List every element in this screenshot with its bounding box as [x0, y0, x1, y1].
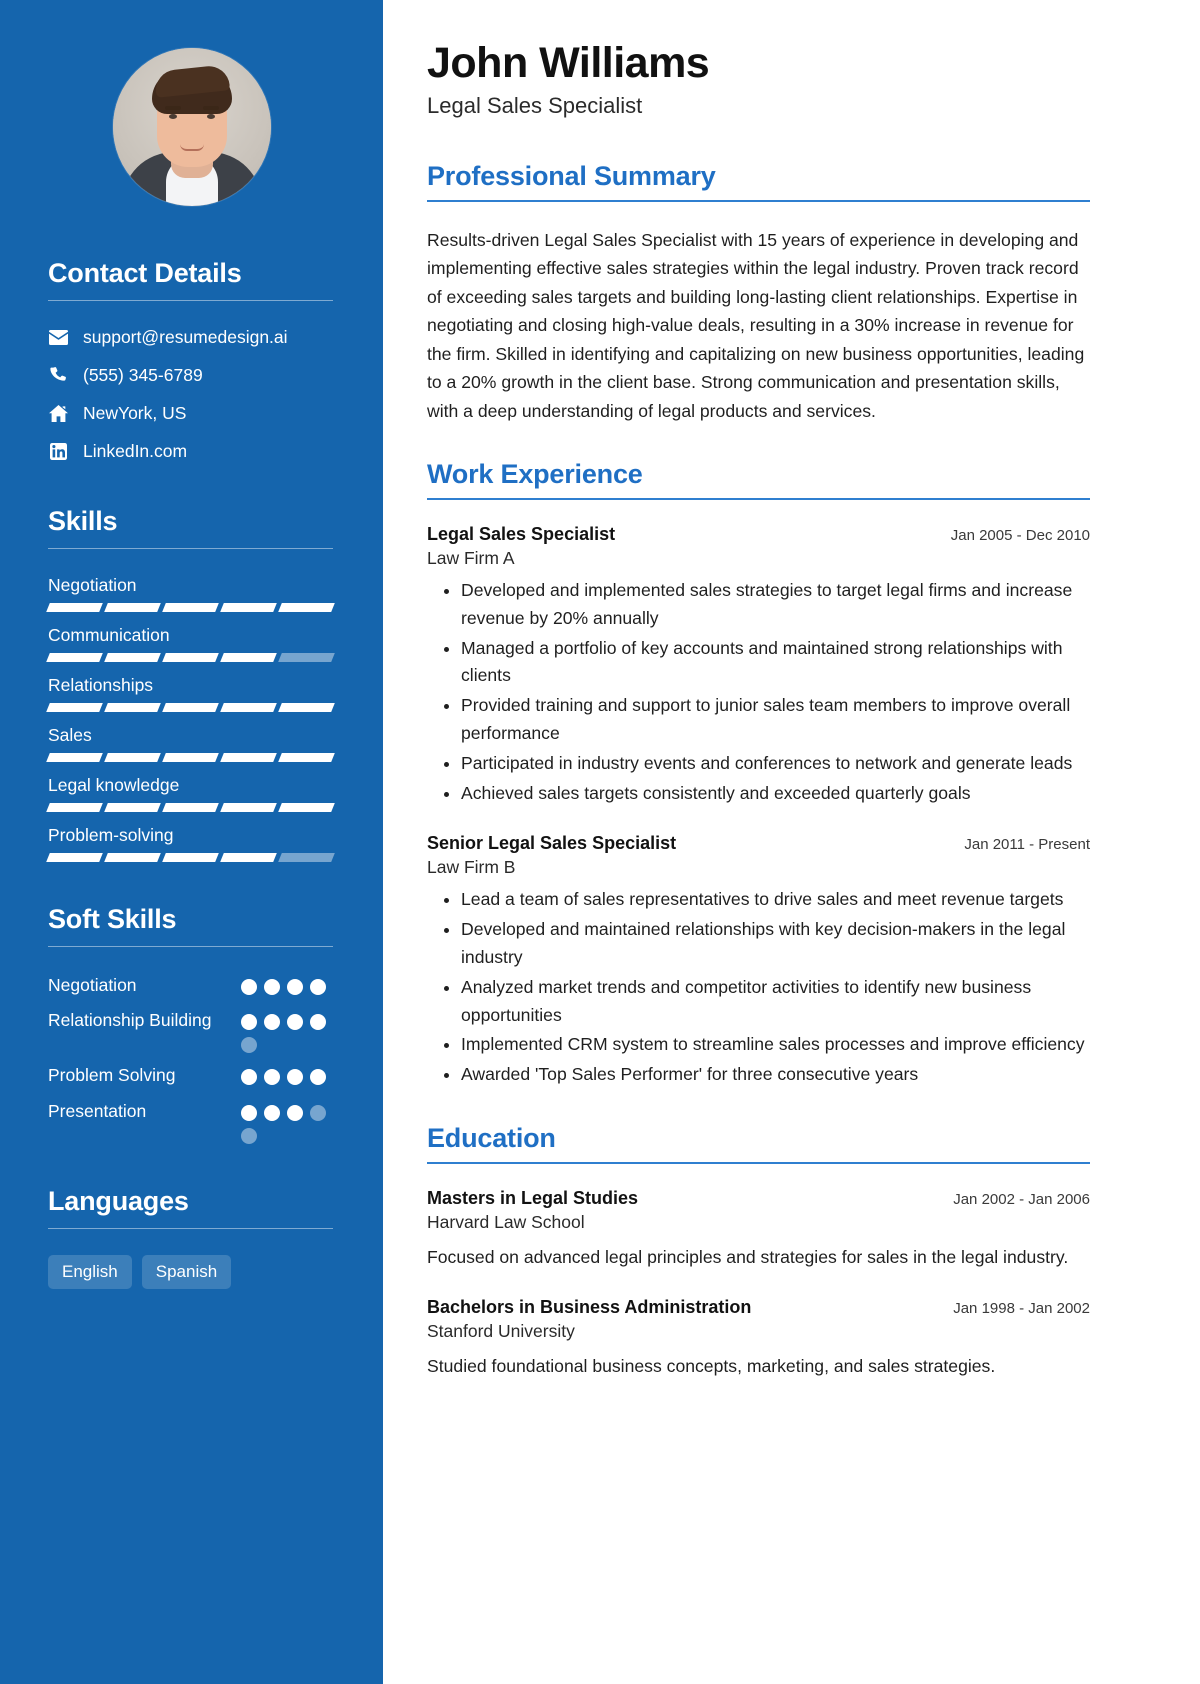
- skill-segment: [278, 803, 335, 812]
- rating-dot: [310, 1069, 326, 1085]
- skill-level-bar: [48, 703, 333, 712]
- job-bullet: • Provided training and support to junior sales team members to improve overall performance: [461, 692, 1090, 748]
- job-title: Legal Sales Specialist: [427, 523, 616, 544]
- skill-segment: [162, 603, 219, 612]
- language-tag[interactable]: Spanish: [142, 1255, 231, 1289]
- soft-skill-label: Relationship Building: [48, 1010, 212, 1031]
- work-experience-entry: [427, 833, 1090, 1089]
- soft-skill-item: [48, 1063, 333, 1088]
- rating-dot: [287, 1105, 303, 1121]
- job-bullet: • Developed and implemented sales strategies to target legal firms and increase revenue by 20% annually: [461, 577, 1090, 633]
- skill-item: [48, 725, 333, 762]
- skill-segment: [46, 853, 103, 862]
- skill-segment: [220, 703, 277, 712]
- rating-dot: [310, 1105, 326, 1121]
- work-experience-heading: Work Experience: [427, 459, 643, 490]
- entry-header: [427, 833, 1090, 854]
- skill-level-bar: [48, 653, 333, 662]
- skill-label: Problem-solving: [48, 825, 174, 845]
- skill-segment: [162, 803, 219, 812]
- degree-title: Masters in Legal Studies: [427, 1187, 639, 1208]
- skill-segment: [162, 653, 219, 662]
- rating-dot: [287, 1014, 303, 1030]
- avatar-mouth: [180, 144, 204, 151]
- job-bullet-list: [427, 886, 1090, 1089]
- work-experience-section: [427, 459, 1090, 1089]
- linkedin-icon: [48, 443, 69, 460]
- entry-header: [427, 1188, 1090, 1209]
- rating-dot: [264, 1014, 280, 1030]
- work-experience-entry: [427, 524, 1090, 807]
- skill-segment: [220, 603, 277, 612]
- languages-heading: Languages: [48, 1185, 189, 1216]
- professional-summary-section: [427, 161, 1090, 425]
- skill-segment: [104, 703, 161, 712]
- main-content: [383, 0, 1200, 1684]
- education-date-range: Jan 1998 - Jan 2002: [953, 1299, 1090, 1317]
- rating-dot: [310, 1014, 326, 1030]
- skill-segment: [104, 753, 161, 762]
- professional-summary-divider: [427, 200, 1090, 202]
- contact-value: NewYork, US: [83, 403, 187, 423]
- education-entry: [427, 1188, 1090, 1271]
- skill-segment: [220, 803, 277, 812]
- professional-summary-text: Results-driven Legal Sales Specialist with 15 years of experience in developing and implementing effective sales strategies within the legal industry. Proven track record of exceeding sales targets and building long-lasting client relationships. Expertise in negotiating and closing high-value deals, resulting in a 30% increase in revenue for the firm. Skilled in identifying and capitalizing on new business opportunities, leading to a 20% growth in the client base. Strong communication and presentation skills, with a deep understanding of legal products and services.: [427, 229, 1085, 421]
- contact-item[interactable]: [48, 441, 333, 462]
- contact-section: [48, 258, 333, 462]
- skill-level-bar: [48, 803, 333, 812]
- job-date-range: Jan 2011 - Present: [964, 836, 1090, 854]
- soft-skill-item: [48, 1008, 333, 1053]
- education-heading: Education: [427, 1122, 556, 1153]
- job-bullet: • Participated in industry events and conferences to network and generate leads: [461, 750, 1090, 778]
- languages-divider: [48, 1228, 333, 1229]
- contact-value: LinkedIn.com: [83, 441, 188, 461]
- skills-section: [48, 506, 333, 862]
- contact-value: (555) 345-6789: [83, 365, 203, 385]
- skill-segment: [46, 753, 103, 762]
- skill-segment: [104, 603, 161, 612]
- skill-item: [48, 675, 333, 712]
- skill-segment: [46, 703, 103, 712]
- rating-dot: [241, 1128, 257, 1144]
- work-experience-divider: [427, 498, 1090, 500]
- soft-skills-section: [48, 904, 333, 1144]
- skill-segment: [162, 753, 219, 762]
- rating-dot: [241, 1014, 257, 1030]
- skill-segment: [46, 803, 103, 812]
- skill-segment: [278, 753, 335, 762]
- avatar-eye-right: [207, 114, 215, 119]
- entry-header: [427, 1297, 1090, 1318]
- soft-skills-list: [48, 973, 333, 1144]
- contact-item[interactable]: [48, 327, 333, 348]
- skill-item: [48, 575, 333, 612]
- candidate-title: Legal Sales Specialist: [427, 93, 643, 119]
- contact-divider: [48, 300, 333, 301]
- contact-item[interactable]: [48, 403, 333, 424]
- job-title: Senior Legal Sales Specialist: [427, 833, 677, 854]
- contact-value: support@resumedesign.ai: [83, 327, 288, 347]
- professional-summary-heading: Professional Summary: [427, 161, 716, 192]
- job-bullet-list: [427, 577, 1090, 807]
- rating-dot: [241, 979, 257, 995]
- job-bullet: • Analyzed market trends and competitor activities to identify new business opportunities: [461, 974, 1090, 1030]
- skill-level-bar: [48, 603, 333, 612]
- soft-skill-rating: [241, 1063, 333, 1085]
- soft-skill-item: [48, 1099, 333, 1144]
- rating-dot: [264, 979, 280, 995]
- rating-dot: [264, 1069, 280, 1085]
- skill-segment: [278, 703, 335, 712]
- skill-segment: [104, 653, 161, 662]
- entry-header: [427, 524, 1090, 545]
- soft-skill-label: Problem Solving: [48, 1065, 176, 1086]
- education-divider: [427, 1162, 1090, 1164]
- skill-segment: [278, 853, 335, 862]
- language-tag[interactable]: English: [48, 1255, 132, 1289]
- skill-segment: [104, 803, 161, 812]
- job-bullet: • Implemented CRM system to streamline sales processes and improve efficiency: [461, 1031, 1090, 1059]
- contact-heading: Contact Details: [48, 258, 242, 288]
- soft-skills-heading: Soft Skills: [48, 904, 177, 934]
- job-bullet: • Awarded 'Top Sales Performer' for three consecutive years: [461, 1061, 1090, 1089]
- job-bullet: • Managed a portfolio of key accounts and maintained strong relationships with clients: [461, 635, 1090, 691]
- contact-item[interactable]: [48, 365, 333, 386]
- skill-segment: [220, 853, 277, 862]
- institution-name: Harvard Law School: [427, 1211, 585, 1232]
- rating-dot: [287, 1069, 303, 1085]
- skill-item: [48, 825, 333, 862]
- soft-skills-divider: [48, 946, 333, 947]
- avatar-container: [0, 48, 383, 206]
- skill-label: Sales: [48, 725, 92, 745]
- skill-item: [48, 625, 333, 662]
- skill-item: [48, 775, 333, 812]
- skill-level-bar: [48, 853, 333, 862]
- soft-skill-label: Negotiation: [48, 975, 137, 995]
- rating-dot: [241, 1105, 257, 1121]
- education-section: [427, 1123, 1090, 1380]
- education-entry: [427, 1297, 1090, 1380]
- skill-segment: [104, 853, 161, 862]
- avatar-eye-left: [169, 114, 177, 119]
- skill-label: Relationships: [48, 675, 154, 695]
- phone-icon: [48, 367, 69, 384]
- sidebar: [0, 0, 383, 1684]
- rating-dot: [241, 1069, 257, 1085]
- avatar-eyebrow-right: [203, 106, 219, 110]
- skill-segment: [220, 753, 277, 762]
- job-bullet: • Achieved sales targets consistently and exceeded quarterly goals: [461, 780, 1090, 808]
- languages-section: [48, 1186, 333, 1289]
- soft-skill-item: [48, 973, 333, 998]
- skill-segment: [162, 703, 219, 712]
- skills-heading: Skills: [48, 506, 118, 536]
- home-icon: [48, 405, 69, 422]
- education-description: Focused on advanced legal principles and strategies for sales in the legal industry.: [427, 1246, 1069, 1267]
- education-date-range: Jan 2002 - Jan 2006: [953, 1190, 1090, 1208]
- job-date-range: Jan 2005 - Dec 2010: [950, 526, 1090, 544]
- skill-label: Legal knowledge: [48, 775, 180, 795]
- degree-title: Bachelors in Business Administration: [427, 1296, 752, 1317]
- rating-dot: [287, 979, 303, 995]
- skill-level-bar: [48, 753, 333, 762]
- soft-skill-label: Presentation: [48, 1100, 147, 1121]
- avatar-eyebrow-left: [165, 106, 181, 110]
- skill-label: Communication: [48, 625, 170, 645]
- skills-divider: [48, 548, 333, 549]
- employer-name: Law Firm A: [427, 547, 515, 568]
- contact-list: [48, 327, 333, 462]
- skill-segment: [220, 653, 277, 662]
- rating-dot: [241, 1037, 257, 1053]
- soft-skill-rating: [241, 973, 333, 995]
- avatar: [113, 48, 271, 206]
- skill-segment: [46, 603, 103, 612]
- job-bullet: • Lead a team of sales representatives to drive sales and meet revenue targets: [461, 886, 1090, 914]
- soft-skill-rating: [241, 1099, 333, 1144]
- institution-name: Stanford University: [427, 1320, 575, 1341]
- skill-segment: [162, 853, 219, 862]
- education-list: [427, 1188, 1090, 1380]
- rating-dot: [264, 1105, 280, 1121]
- skill-segment: [46, 653, 103, 662]
- candidate-name: John Williams: [427, 39, 710, 87]
- employer-name: Law Firm B: [427, 857, 516, 878]
- skill-label: Negotiation: [48, 575, 137, 595]
- skills-list: [48, 575, 333, 862]
- education-description: Studied foundational business concepts, marketing, and sales strategies.: [427, 1355, 996, 1376]
- skill-segment: [278, 603, 335, 612]
- rating-dot: [310, 979, 326, 995]
- job-bullet: • Developed and maintained relationships with key decision-makers in the legal industry: [461, 916, 1090, 972]
- soft-skill-rating: [241, 1008, 333, 1053]
- envelope-icon: [48, 330, 69, 345]
- language-tag-list: [48, 1255, 333, 1289]
- skill-segment: [278, 653, 335, 662]
- work-experience-list: [427, 524, 1090, 1089]
